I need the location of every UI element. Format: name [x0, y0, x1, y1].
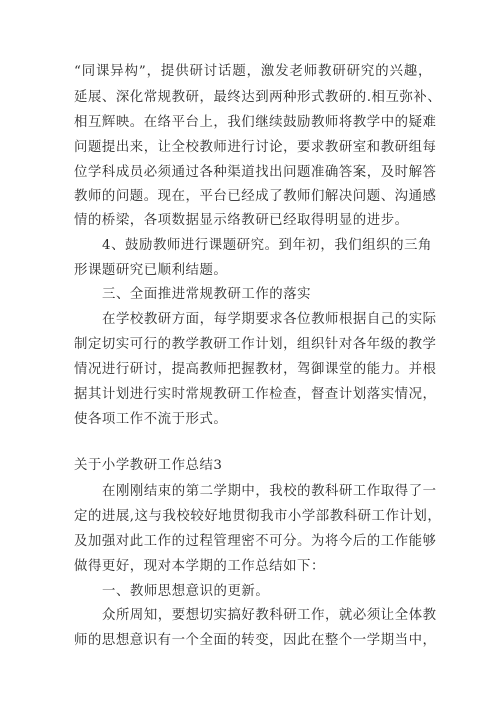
section-heading: 三、全面推进常规教研工作的落实: [102, 287, 312, 302]
text-line: 师的思想意识有一个全面的转变，因此在整个一学期当中，: [74, 633, 437, 648]
text-line: 据其计划进行实时常规教研工作检查，督查计划落实情况，: [74, 387, 437, 402]
text-line: 4、鼓励教师进行课题研究。到年初，我们组织的三角: [102, 238, 432, 253]
text-line: 位学科成员必须通过各种渠道找出问题准确答案，及时解答: [74, 165, 437, 180]
text-line: 做得更好，现对本学期的工作总结如下：: [74, 559, 325, 574]
text-line: 情况进行研讨，提高教师把握教材，驾御课堂的能力。并根: [74, 362, 437, 377]
text-line: 问题提出来，让全校教师进行讨论，要求教研室和教研组每: [74, 140, 437, 155]
text-line: 及加强对此工作的过程管理密不可分。为将今后的工作能够: [74, 534, 437, 549]
text-line: 形课题研究已顺利结题。: [74, 263, 228, 278]
text-line: 定的进展,这与我校较好地贯彻我市小学部教科研工作计划，: [74, 509, 442, 524]
text-line: 在学校教研方面，每学期要求各位教师根据自己的实际: [102, 312, 437, 327]
text-line: 情的桥梁，各项数据显示络教研已经取得明显的进步。: [74, 213, 409, 228]
text-line: 众所周知，要想切实搞好教科研工作，就必须让全体教: [102, 608, 437, 623]
text-line: 制定切实可行的教学教研工作计划，组织针对各年级的教学: [74, 337, 437, 352]
text-line: “同课异构”，提供研讨话题，激发老师教研研究的兴趣，: [74, 64, 432, 79]
text-line: 延展、深化常规教研，最终达到两种形式教研的.相互弥补、: [74, 90, 442, 105]
section-title: 关于小学教研工作总结3: [74, 458, 223, 473]
section-heading: 一、教师思想意识的更新。: [102, 584, 270, 599]
text-line: 教师的问题。现在，平台已经成了教师们解决问题、沟通感: [74, 189, 437, 204]
text-line: 在刚刚结束的第二学期中，我校的教科研工作取得了一: [102, 484, 437, 499]
text-line: 使各项工作不流于形式。: [74, 412, 228, 427]
text-line: 相互辉映。在络平台上，我们继续鼓励教师将教学中的疑难: [74, 115, 437, 130]
